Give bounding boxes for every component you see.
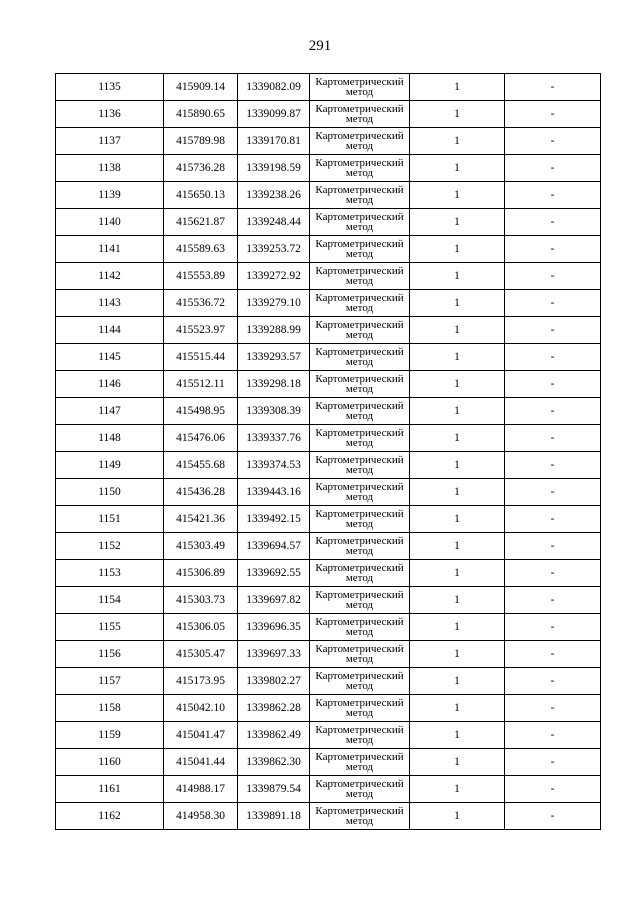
point-number-cell: 1141 <box>56 236 164 263</box>
x-coordinate-cell: 415515.44 <box>164 344 238 371</box>
note-cell: - <box>505 560 601 587</box>
x-coordinate-cell: 415909.14 <box>164 74 238 101</box>
note-cell: - <box>505 344 601 371</box>
point-number-cell: 1158 <box>56 695 164 722</box>
point-number-cell: 1151 <box>56 506 164 533</box>
accuracy-cell: 1 <box>410 560 505 587</box>
x-coordinate-cell: 415553.89 <box>164 263 238 290</box>
x-coordinate-cell: 415305.47 <box>164 641 238 668</box>
method-cell: Картометрический метод <box>310 776 410 803</box>
x-coordinate-cell: 415436.28 <box>164 479 238 506</box>
y-coordinate-cell: 1339238.26 <box>238 182 310 209</box>
note-cell: - <box>505 101 601 128</box>
y-coordinate-cell: 1339298.18 <box>238 371 310 398</box>
accuracy-cell: 1 <box>410 263 505 290</box>
accuracy-cell: 1 <box>410 614 505 641</box>
x-coordinate-cell: 415512.11 <box>164 371 238 398</box>
method-cell: Картометрический метод <box>310 317 410 344</box>
x-coordinate-cell: 415789.98 <box>164 128 238 155</box>
table-row <box>56 776 601 803</box>
x-coordinate-cell: 415523.97 <box>164 317 238 344</box>
y-coordinate-cell: 1339802.27 <box>238 668 310 695</box>
method-cell: Картометрический метод <box>310 398 410 425</box>
y-coordinate-cell: 1339697.33 <box>238 641 310 668</box>
point-number-cell: 1147 <box>56 398 164 425</box>
table-row <box>56 803 601 830</box>
accuracy-cell: 1 <box>410 182 505 209</box>
x-coordinate-cell: 415589.63 <box>164 236 238 263</box>
note-cell: - <box>505 452 601 479</box>
y-coordinate-cell: 1339253.72 <box>238 236 310 263</box>
accuracy-cell: 1 <box>410 425 505 452</box>
accuracy-cell: 1 <box>410 533 505 560</box>
note-cell: - <box>505 668 601 695</box>
accuracy-cell: 1 <box>410 74 505 101</box>
x-coordinate-cell: 414958.30 <box>164 803 238 830</box>
point-number-cell: 1137 <box>56 128 164 155</box>
table-row <box>56 749 601 776</box>
point-number-cell: 1153 <box>56 560 164 587</box>
x-coordinate-cell: 415736.28 <box>164 155 238 182</box>
note-cell: - <box>505 425 601 452</box>
x-coordinate-cell: 415306.89 <box>164 560 238 587</box>
y-coordinate-cell: 1339492.15 <box>238 506 310 533</box>
method-cell: Картометрический метод <box>310 479 410 506</box>
note-cell: - <box>505 506 601 533</box>
table-row <box>56 344 601 371</box>
x-coordinate-cell: 415041.47 <box>164 722 238 749</box>
table-row <box>56 398 601 425</box>
x-coordinate-cell: 415041.44 <box>164 749 238 776</box>
note-cell: - <box>505 587 601 614</box>
y-coordinate-cell: 1339293.57 <box>238 344 310 371</box>
y-coordinate-cell: 1339862.49 <box>238 722 310 749</box>
point-number-cell: 1149 <box>56 452 164 479</box>
note-cell: - <box>505 74 601 101</box>
y-coordinate-cell: 1339082.09 <box>238 74 310 101</box>
table-row <box>56 587 601 614</box>
accuracy-cell: 1 <box>410 452 505 479</box>
note-cell: - <box>505 803 601 830</box>
x-coordinate-cell: 415536.72 <box>164 290 238 317</box>
y-coordinate-cell: 1339696.35 <box>238 614 310 641</box>
x-coordinate-cell: 415650.13 <box>164 182 238 209</box>
point-number-cell: 1152 <box>56 533 164 560</box>
x-coordinate-cell: 415476.06 <box>164 425 238 452</box>
note-cell: - <box>505 290 601 317</box>
point-number-cell: 1144 <box>56 317 164 344</box>
table-row <box>56 695 601 722</box>
table-row <box>56 614 601 641</box>
note-cell: - <box>505 371 601 398</box>
table-row <box>56 155 601 182</box>
table-row <box>56 506 601 533</box>
method-cell: Картометрический метод <box>310 560 410 587</box>
table-row <box>56 425 601 452</box>
accuracy-cell: 1 <box>410 101 505 128</box>
point-number-cell: 1156 <box>56 641 164 668</box>
point-number-cell: 1157 <box>56 668 164 695</box>
method-cell: Картометрический метод <box>310 749 410 776</box>
accuracy-cell: 1 <box>410 587 505 614</box>
table-row <box>56 452 601 479</box>
x-coordinate-cell: 415303.49 <box>164 533 238 560</box>
note-cell: - <box>505 695 601 722</box>
accuracy-cell: 1 <box>410 641 505 668</box>
point-number-cell: 1159 <box>56 722 164 749</box>
accuracy-cell: 1 <box>410 506 505 533</box>
accuracy-cell: 1 <box>410 317 505 344</box>
point-number-cell: 1139 <box>56 182 164 209</box>
note-cell: - <box>505 236 601 263</box>
accuracy-cell: 1 <box>410 155 505 182</box>
table-row <box>56 290 601 317</box>
page-number: 291 <box>308 38 332 54</box>
method-cell: Картометрический метод <box>310 236 410 263</box>
point-number-cell: 1154 <box>56 587 164 614</box>
coordinates-table <box>55 73 601 830</box>
table-row <box>56 722 601 749</box>
y-coordinate-cell: 1339308.39 <box>238 398 310 425</box>
method-cell: Картометрический метод <box>310 101 410 128</box>
table-row <box>56 101 601 128</box>
y-coordinate-cell: 1339279.10 <box>238 290 310 317</box>
method-cell: Картометрический метод <box>310 533 410 560</box>
accuracy-cell: 1 <box>410 803 505 830</box>
x-coordinate-cell: 414988.17 <box>164 776 238 803</box>
note-cell: - <box>505 209 601 236</box>
method-cell: Картометрический метод <box>310 74 410 101</box>
y-coordinate-cell: 1339443.16 <box>238 479 310 506</box>
y-coordinate-cell: 1339198.59 <box>238 155 310 182</box>
table-row <box>56 533 601 560</box>
note-cell: - <box>505 722 601 749</box>
note-cell: - <box>505 317 601 344</box>
note-cell: - <box>505 749 601 776</box>
table-row <box>56 560 601 587</box>
note-cell: - <box>505 641 601 668</box>
table-row <box>56 128 601 155</box>
method-cell: Картометрический метод <box>310 614 410 641</box>
point-number-cell: 1136 <box>56 101 164 128</box>
point-number-cell: 1138 <box>56 155 164 182</box>
table-row <box>56 182 601 209</box>
y-coordinate-cell: 1339170.81 <box>238 128 310 155</box>
x-coordinate-cell: 415173.95 <box>164 668 238 695</box>
x-coordinate-cell: 415621.87 <box>164 209 238 236</box>
method-cell: Картометрический метод <box>310 290 410 317</box>
y-coordinate-cell: 1339697.82 <box>238 587 310 614</box>
method-cell: Картометрический метод <box>310 371 410 398</box>
note-cell: - <box>505 533 601 560</box>
method-cell: Картометрический метод <box>310 506 410 533</box>
table-row <box>56 371 601 398</box>
accuracy-cell: 1 <box>410 749 505 776</box>
y-coordinate-cell: 1339374.53 <box>238 452 310 479</box>
y-coordinate-cell: 1339862.30 <box>238 749 310 776</box>
method-cell: Картометрический метод <box>310 668 410 695</box>
y-coordinate-cell: 1339248.44 <box>238 209 310 236</box>
note-cell: - <box>505 263 601 290</box>
accuracy-cell: 1 <box>410 344 505 371</box>
accuracy-cell: 1 <box>410 398 505 425</box>
x-coordinate-cell: 415306.05 <box>164 614 238 641</box>
note-cell: - <box>505 614 601 641</box>
accuracy-cell: 1 <box>410 236 505 263</box>
y-coordinate-cell: 1339879.54 <box>238 776 310 803</box>
method-cell: Картометрический метод <box>310 425 410 452</box>
method-cell: Картометрический метод <box>310 263 410 290</box>
method-cell: Картометрический метод <box>310 344 410 371</box>
accuracy-cell: 1 <box>410 668 505 695</box>
x-coordinate-cell: 415421.36 <box>164 506 238 533</box>
table-row <box>56 641 601 668</box>
point-number-cell: 1140 <box>56 209 164 236</box>
note-cell: - <box>505 128 601 155</box>
point-number-cell: 1150 <box>56 479 164 506</box>
method-cell: Картометрический метод <box>310 803 410 830</box>
accuracy-cell: 1 <box>410 128 505 155</box>
note-cell: - <box>505 182 601 209</box>
accuracy-cell: 1 <box>410 695 505 722</box>
point-number-cell: 1162 <box>56 803 164 830</box>
table-row <box>56 668 601 695</box>
y-coordinate-cell: 1339337.76 <box>238 425 310 452</box>
table-row <box>56 209 601 236</box>
point-number-cell: 1135 <box>56 74 164 101</box>
y-coordinate-cell: 1339891.18 <box>238 803 310 830</box>
point-number-cell: 1148 <box>56 425 164 452</box>
y-coordinate-cell: 1339099.87 <box>238 101 310 128</box>
y-coordinate-cell: 1339272.92 <box>238 263 310 290</box>
accuracy-cell: 1 <box>410 479 505 506</box>
table-row <box>56 479 601 506</box>
x-coordinate-cell: 415890.65 <box>164 101 238 128</box>
point-number-cell: 1143 <box>56 290 164 317</box>
point-number-cell: 1142 <box>56 263 164 290</box>
point-number-cell: 1161 <box>56 776 164 803</box>
point-number-cell: 1145 <box>56 344 164 371</box>
method-cell: Картометрический метод <box>310 722 410 749</box>
accuracy-cell: 1 <box>410 290 505 317</box>
method-cell: Картометрический метод <box>310 641 410 668</box>
point-number-cell: 1160 <box>56 749 164 776</box>
accuracy-cell: 1 <box>410 371 505 398</box>
note-cell: - <box>505 155 601 182</box>
coordinates-table-body <box>56 74 601 830</box>
y-coordinate-cell: 1339692.55 <box>238 560 310 587</box>
y-coordinate-cell: 1339694.57 <box>238 533 310 560</box>
note-cell: - <box>505 479 601 506</box>
accuracy-cell: 1 <box>410 722 505 749</box>
method-cell: Картометрический метод <box>310 155 410 182</box>
point-number-cell: 1146 <box>56 371 164 398</box>
x-coordinate-cell: 415303.73 <box>164 587 238 614</box>
table-row <box>56 263 601 290</box>
accuracy-cell: 1 <box>410 776 505 803</box>
method-cell: Картометрический метод <box>310 209 410 236</box>
method-cell: Картометрический метод <box>310 128 410 155</box>
method-cell: Картометрический метод <box>310 452 410 479</box>
x-coordinate-cell: 415498.95 <box>164 398 238 425</box>
accuracy-cell: 1 <box>410 209 505 236</box>
method-cell: Картометрический метод <box>310 182 410 209</box>
y-coordinate-cell: 1339288.99 <box>238 317 310 344</box>
table-row <box>56 74 601 101</box>
table-row <box>56 317 601 344</box>
point-number-cell: 1155 <box>56 614 164 641</box>
y-coordinate-cell: 1339862.28 <box>238 695 310 722</box>
x-coordinate-cell: 415042.10 <box>164 695 238 722</box>
method-cell: Картометрический метод <box>310 587 410 614</box>
note-cell: - <box>505 776 601 803</box>
note-cell: - <box>505 398 601 425</box>
x-coordinate-cell: 415455.68 <box>164 452 238 479</box>
method-cell: Картометрический метод <box>310 695 410 722</box>
table-row <box>56 236 601 263</box>
